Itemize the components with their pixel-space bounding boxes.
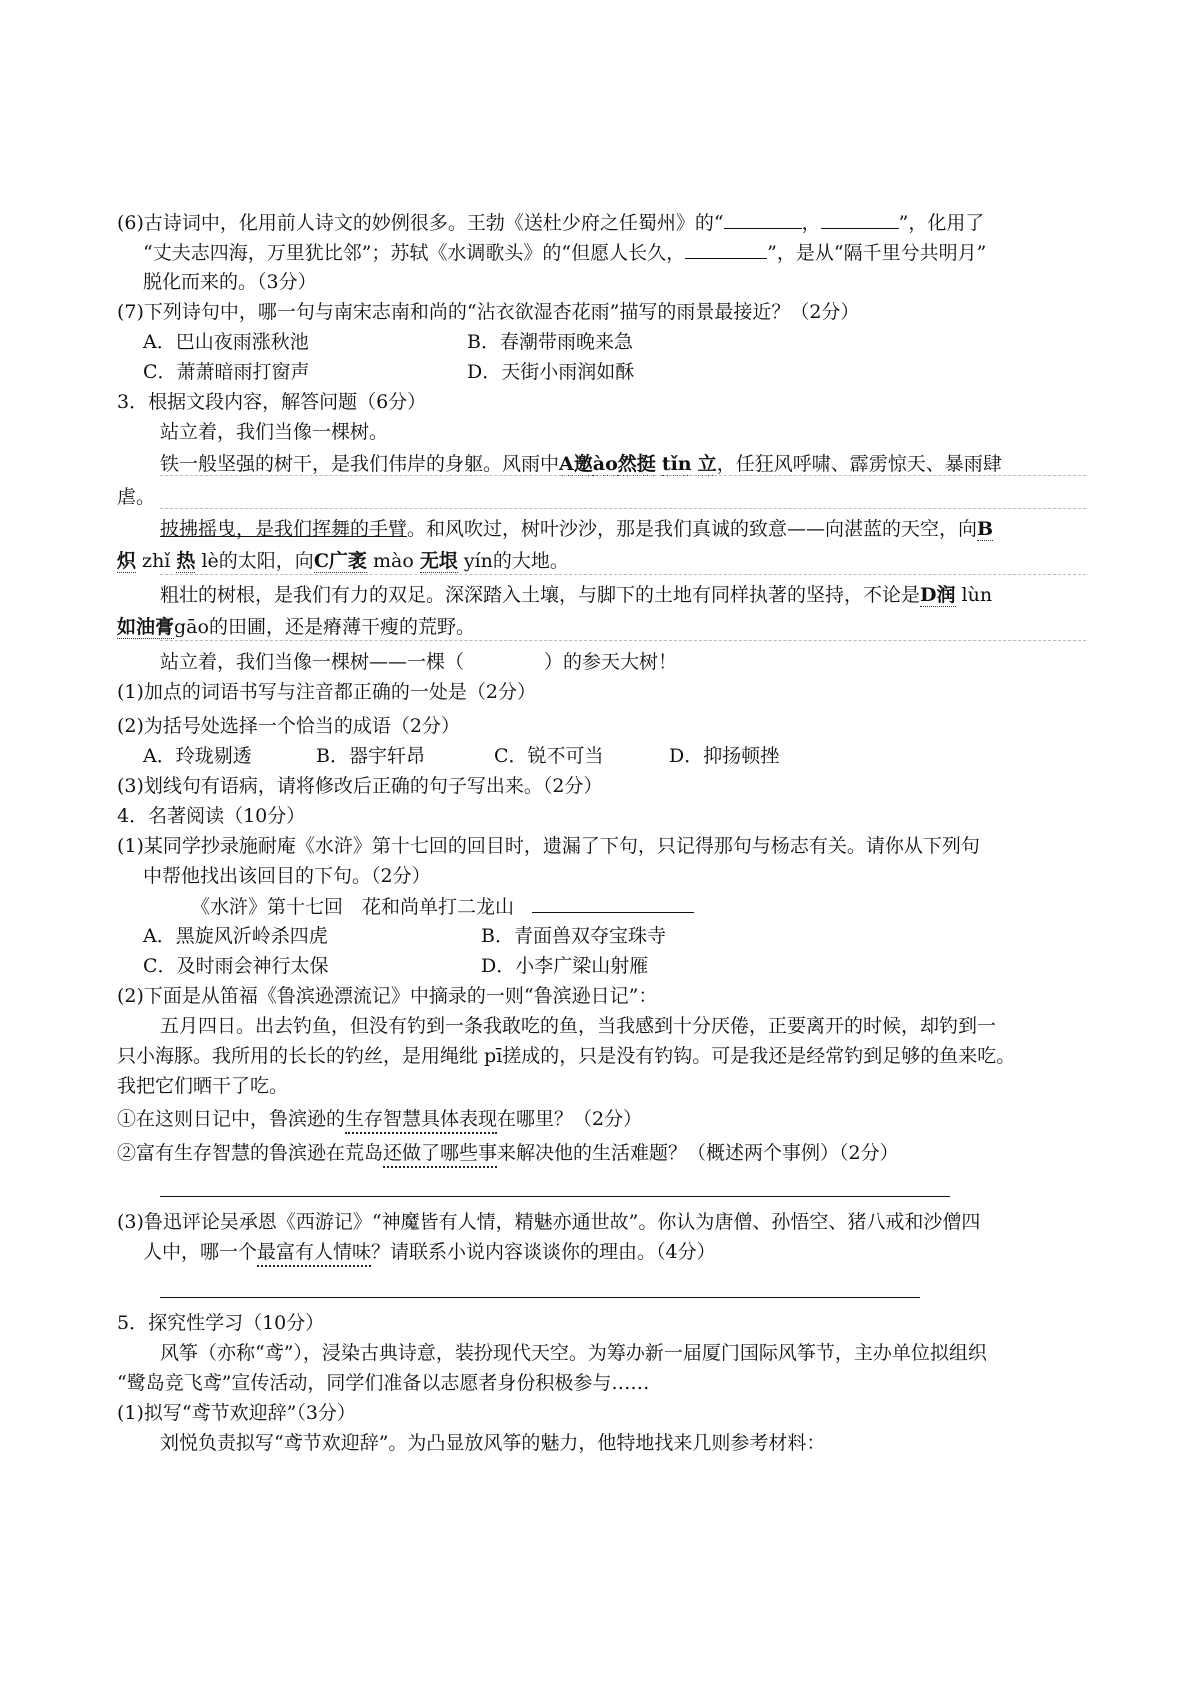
q3-sub-2-option-c: C．锐不可当 bbox=[494, 745, 604, 767]
q4-sub-2-question-2: ②富有生存智慧的鲁滨逊在荒岛还做了哪些事来解决他的生活难题？（概述两个事例）（2分） bbox=[117, 1141, 899, 1165]
q3-paragraph-2-line-2: 虐。 bbox=[117, 486, 156, 508]
q4-sub-2-stem: (2)下面是从笛福《鲁滨逊漂流记》中摘录的一则“鲁滨逊日记”： bbox=[117, 985, 658, 1007]
q4-sub-1-line-1: (1)某同学抄录施耐庵《水浒》第十七回的回目时，遗漏了下句，只记得那句与杨志有关。请你从下列句 bbox=[117, 835, 980, 857]
q3-title: 3．根据文段内容，解答问题（6分） bbox=[117, 391, 427, 413]
q3-paragraph-4-line-2: 如油膏gāo的田圃，还是瘠薄干瘦的荒野。 bbox=[117, 616, 475, 638]
q4-diary-line-2: 只小海豚。我所用的长长的钓丝，是用绳纰 pī搓成的，只是没有钓钩。可是我还是经常钓到足够的鱼来吃。 bbox=[117, 1045, 1016, 1067]
answer-line bbox=[160, 1297, 920, 1298]
q4-diary-line-1: 五月四日。出去钓鱼，但没有钓到一条我敢吃的鱼，当我感到十分厌倦，正要离开的时候，却钓到一 bbox=[160, 1015, 997, 1037]
q4-sub-1-line-3: 《水浒》第十七回 花和尚单打二龙山 bbox=[191, 894, 694, 919]
q7-option-b: B．春潮带雨晚来急 bbox=[467, 331, 633, 353]
q4-sub-1-option-d: D．小李广梁山射雁 bbox=[481, 955, 649, 977]
q6-blank-1 bbox=[724, 210, 802, 229]
q6-line-2: “丈夫志四海，万里犹比邻”；苏轼《水调歌头》的“但愿人长久， ”，是从“隔千里兮共明月” bbox=[143, 242, 987, 264]
q5-title: 5．探究性学习（10分） bbox=[117, 1312, 325, 1334]
q6-blank-3 bbox=[685, 240, 767, 259]
q4-sub-2-question-1: ①在这则日记中，鲁滨逊的生存智慧具体表现在哪里？（2分） bbox=[117, 1107, 642, 1131]
q6-line-1: (6)古诗词中，化用前人诗文的妙例很多。王勃《送杜少府之任蜀州》的“ ， ”，化用了 bbox=[117, 212, 985, 234]
q3-sub-3: (3)划线句有语病，请将修改后正确的句子写出来。（2分） bbox=[117, 775, 603, 797]
q5-sub-1-paragraph: 刘悦负责拟写“鸢节欢迎辞”。为凸显放风筝的魅力，他特地找来几则参考材料： bbox=[160, 1432, 826, 1454]
q7-stem: (7)下列诗句中，哪一句与南宋志南和尚的“沾衣欲湿杏花雨”描写的雨景最接近？（2分） bbox=[117, 301, 860, 323]
q3-paragraph-5: 站立着，我们当像一棵树——一棵（ ）的参天大树！ bbox=[160, 651, 678, 673]
q3-sub-2-option-d: D．抑扬顿挫 bbox=[669, 745, 780, 767]
q4-answer-blank bbox=[532, 894, 694, 913]
q3-sub-2-option-a: A．玲珑剔透 bbox=[143, 745, 252, 767]
q5-sub-1: (1)拟写“鸢节欢迎辞”（3分） bbox=[117, 1402, 356, 1424]
q4-sub-1-option-c: C．及时雨会神行太保 bbox=[143, 955, 329, 977]
q3-paragraph-3-line-1: 披拂摇曳，是我们挥舞的手臂。和风吹过，树叶沙沙，那是我们真诚的致意——向湛蓝的天空，向B bbox=[160, 518, 994, 540]
q4-title: 4．名著阅读（10分） bbox=[117, 805, 306, 827]
q3-sub-1: (1)加点的词语书写与注音都正确的一处是（2分） bbox=[117, 681, 537, 703]
divider bbox=[160, 508, 1086, 509]
q3-sub-2: (2)为括号处选择一个恰当的成语（2分） bbox=[117, 715, 461, 737]
q6-blank-2 bbox=[821, 210, 899, 229]
divider bbox=[160, 640, 1086, 641]
q5-paragraph-line-2: “鹭岛竞飞鸢”宣传活动，同学们准备以志愿者身份积极参与…… bbox=[117, 1372, 650, 1394]
answer-line bbox=[160, 1196, 950, 1197]
q6-line-3: 脱化而来的。（3分） bbox=[143, 271, 317, 293]
divider bbox=[160, 475, 1086, 476]
q4-sub-3-line-1: (3)鲁迅评论吴承恩《西游记》“神魔皆有人情，精魅亦通世故”。你认为唐僧、孙悟空、猪八戒和沙僧四 bbox=[117, 1211, 981, 1233]
q7-option-d: D．天街小雨润如酥 bbox=[467, 361, 635, 383]
q3-paragraph-1: 站立着，我们当像一棵树。 bbox=[160, 421, 389, 443]
q3-paragraph-2-line-1: 铁一般坚强的树干，是我们伟岸的身躯。风雨中A邀ào然挺 tǐn 立，任狂风呼啸、霹雳惊天、暴雨肆 bbox=[160, 453, 1002, 475]
q3-underlined-sentence: 披拂摇曳，是我们挥舞的手臂 bbox=[160, 518, 408, 540]
q3-paragraph-4-line-1: 粗壮的树根，是我们有力的双足。深深踏入土壤，与脚下的土地有同样执著的坚持，不论是D润 lùn bbox=[160, 584, 993, 606]
divider bbox=[160, 574, 1086, 575]
q4-sub-1-option-b: B．青面兽双夺宝珠寺 bbox=[481, 925, 666, 947]
q5-paragraph-line-1: 风筝（亦称“鸢”），浸染古典诗意，装扮现代天空。为筹办新一届厦门国际风筝节，主办单位拟组织 bbox=[160, 1342, 987, 1364]
q4-sub-1-line-2: 中帮他找出该回目的下句。（2分） bbox=[143, 865, 431, 887]
q3-paragraph-3-line-2: 炽 zhǐ 热 lè的太阳，向C广袤 mào 无垠 yín的大地。 bbox=[117, 550, 569, 572]
q4-sub-3-line-2: 人中，哪一个最富有人情味？请联系小说内容谈谈你的理由。（4分） bbox=[143, 1240, 716, 1264]
q4-diary-line-3: 我把它们晒干了吃。 bbox=[117, 1075, 289, 1097]
q7-option-c: C．萧萧暗雨打窗声 bbox=[143, 361, 310, 383]
q3-sub-2-option-b: B．器宇轩昂 bbox=[316, 745, 425, 767]
q4-sub-1-option-a: A．黑旋风沂岭杀四虎 bbox=[143, 925, 328, 947]
q7-option-a: A．巴山夜雨涨秋池 bbox=[143, 331, 309, 353]
